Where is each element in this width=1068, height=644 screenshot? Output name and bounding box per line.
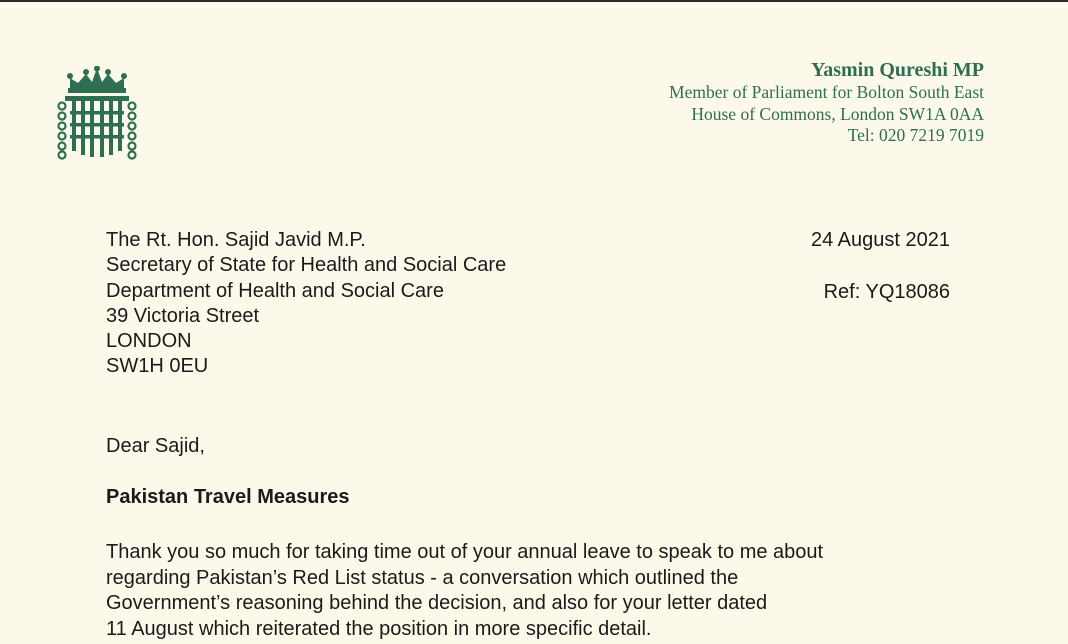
salutation: Dear Sajid, [106, 435, 205, 457]
body-paragraph [106, 540, 823, 642]
address-line: The Rt. Hon. Sajid Javid M.P. [106, 229, 366, 251]
letter-page [0, 2, 1068, 644]
paragraph-line: Thank you so much for taking time out of your annual leave to speak to me about [106, 541, 824, 563]
address-line: Department of Health and Social Care [106, 279, 444, 302]
recipient-address [106, 228, 506, 380]
address-line: Secretary of State for Health and Social Care [106, 254, 507, 277]
address-line: LONDON [106, 330, 192, 353]
subject-heading: Pakistan Travel Measures [106, 486, 350, 508]
reference-number: Ref: YQ18086 [823, 281, 950, 303]
address-line: 39 Victoria Street [106, 304, 260, 327]
letterhead-line: Tel: 020 7219 7019 [847, 125, 984, 145]
portcullis-icon [56, 66, 138, 160]
paragraph-line: Government’s reasoning behind the decision, and also for your letter dated [106, 592, 768, 614]
letterhead [669, 59, 984, 147]
paragraph-line: regarding Pakistan’s Red List status - a conversation which outlined the [106, 566, 739, 589]
paragraph-line: 11 August which reiterated the position in more specific detail. [106, 617, 652, 640]
address-line: SW1H 0EU [106, 355, 209, 378]
letterhead-line: Member of Parliament for Bolton South East [669, 82, 984, 102]
letterhead-line: House of Commons, London SW1A 0AA [691, 103, 984, 124]
letter-date: 24 August 2021 [810, 229, 950, 251]
mp-name: Yasmin Qureshi MP [811, 59, 984, 81]
